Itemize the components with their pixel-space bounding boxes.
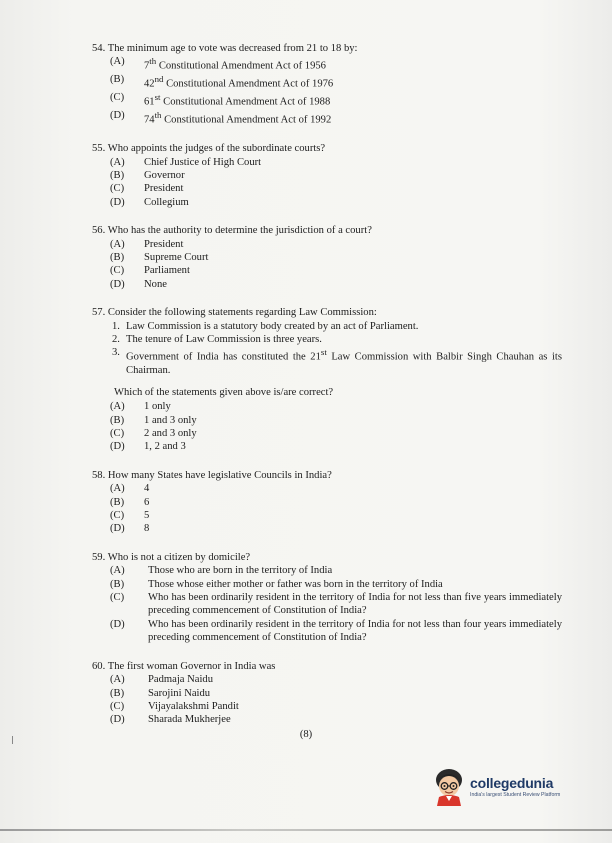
option-a: (A) Padmaja Naidu <box>110 674 214 686</box>
option-b: (B) Those whose either mother or father was born in the territory of India <box>110 578 443 590</box>
option-c: (C) 5 <box>110 510 150 522</box>
option-key: (C) <box>110 92 125 104</box>
option-c: (C) President <box>110 183 184 195</box>
option-b <box>110 73 562 91</box>
sub-question: Which of the statements given above is/are correct? <box>114 386 334 398</box>
option-key: (B) <box>110 74 125 86</box>
question-54 <box>92 42 562 127</box>
question-number: 55. <box>92 143 106 155</box>
question-title <box>92 660 562 673</box>
option-text: 7th Constitutional Amendment Act of 1956 <box>144 56 326 72</box>
question-56 <box>92 224 562 291</box>
question-title <box>92 551 562 564</box>
question-title <box>92 224 562 237</box>
option-d: (D) 1, 2 and 3 <box>110 441 186 453</box>
option-b: (B) Supreme Court <box>110 252 209 263</box>
question-text: The minimum age to vote was decreased from 21 to 18 by: <box>107 43 358 54</box>
option-a: (A) President <box>110 238 184 250</box>
brand-logo <box>432 764 592 808</box>
question-text: Who has the authority to determine the jurisdiction of a court? <box>107 225 372 237</box>
question-text: Who appoints the judges of the subordinate courts? <box>107 143 326 155</box>
question-text: Consider the following statements regarding Law Commission: <box>107 307 377 319</box>
option-d: (D) Collegium <box>110 196 189 208</box>
option-d <box>110 109 562 127</box>
statement-item: 2. The tenure of Law Commission is three years. <box>112 334 322 346</box>
scan-mark <box>12 736 13 744</box>
option-d: (D) None <box>110 278 167 290</box>
option-a: (A) 4 <box>110 483 150 495</box>
option-a <box>110 55 562 73</box>
page-number: (8) <box>299 729 313 740</box>
brand-tagline: India's largest Student Review Platform <box>470 791 561 798</box>
option-text: 74th Constitutional Amendment Act of 1992 <box>144 110 332 126</box>
option-d: (D) 8 <box>110 523 150 535</box>
question-number: 60. <box>92 660 106 672</box>
question-text: How many States have legislative Councils in India? <box>107 469 332 481</box>
option-a: (A) Chief Justice of High Court <box>110 156 262 168</box>
question-text: The first woman Governor in India was <box>107 660 276 672</box>
option-c: (C) Parliament <box>110 265 190 277</box>
option-d: (D) Who has been ordinarily resident in the territory of India for not less than four years immediately preceding commencement of Constitution of India? <box>110 618 562 644</box>
option-a: (A) 1 only <box>110 401 171 413</box>
option-text: 61st Constitutional Amendment Act of 1988 <box>144 92 331 108</box>
question-number: 56. <box>92 225 106 237</box>
question-57 <box>92 306 562 454</box>
question-title <box>92 142 562 155</box>
question-title <box>92 306 562 319</box>
question-55 <box>92 142 562 209</box>
question-title <box>92 42 562 55</box>
question-number: 59. <box>92 551 106 563</box>
option-a: (A) Those who are born in the territory of India <box>110 565 333 577</box>
brand-name: collegedunia <box>470 774 554 791</box>
option-b: (B) Sarojini Naidu <box>110 687 211 699</box>
question-59 <box>92 551 562 645</box>
option-b: (B) 1 and 3 only <box>110 414 197 426</box>
question-number: 54. <box>92 43 106 54</box>
option-key: (D) <box>110 110 125 122</box>
option-b: (B) 6 <box>110 496 150 508</box>
bottom-divider <box>0 829 612 831</box>
question-text: Who is not a citizen by domicile? <box>107 551 251 563</box>
statement-item: 3. Government of India has constituted the 21st Law Commission with Balbir Singh Chauhan as its Chairman. <box>112 347 562 377</box>
question-title <box>92 469 562 482</box>
option-d: (D) Sharada Mukherjee <box>110 714 231 726</box>
option-c: (C) 2 and 3 only <box>110 428 197 439</box>
question-list <box>92 42 562 742</box>
question-58 <box>92 469 562 536</box>
option-key: (A) <box>110 56 125 68</box>
option-c: (C) Who has been ordinarily resident in the territory of India for not less than five years immediately preceding commencement of Constitution of India? <box>110 592 562 617</box>
option-text: 42nd Constitutional Amendment Act of 1976 <box>144 74 334 90</box>
question-number: 57. <box>92 307 106 319</box>
option-c: (C) Vijayalakshmi Pandit <box>110 700 239 712</box>
statement-list <box>92 320 562 378</box>
mascot-logo-icon <box>432 766 466 806</box>
question-number: 58. <box>92 469 106 481</box>
statement-item: 1. Law Commission is a statutory body created by an act of Parliament. <box>112 320 419 332</box>
option-c <box>110 91 562 109</box>
question-60 <box>92 660 562 727</box>
option-b: (B) Governor <box>110 169 185 181</box>
